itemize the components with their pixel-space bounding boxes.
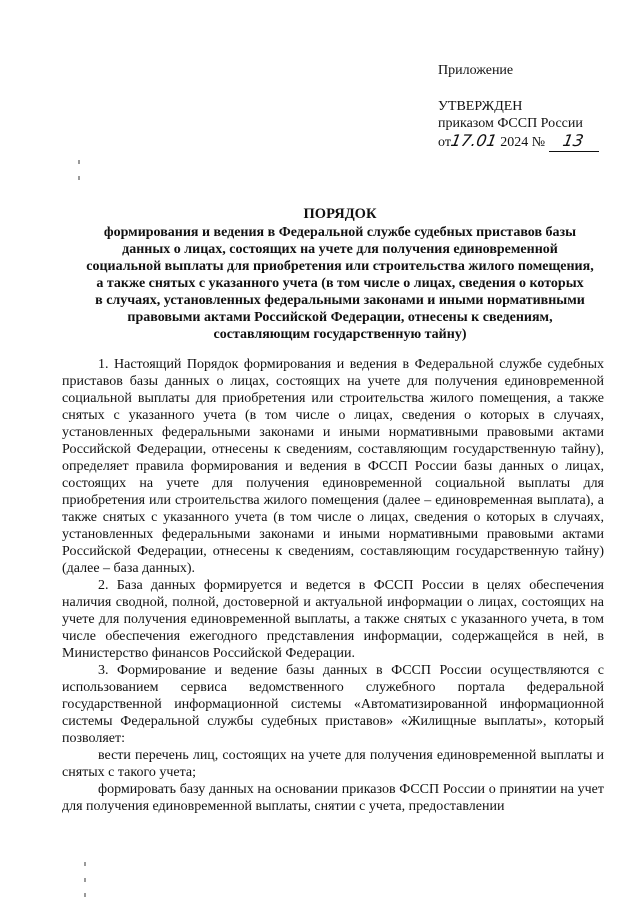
title-line: социальной выплаты для приобретения или строительства жилого помещения, — [86, 259, 594, 274]
scan-artifact — [84, 862, 86, 866]
scan-artifact — [78, 160, 80, 164]
scan-artifact — [84, 878, 86, 882]
approval-block — [438, 62, 628, 152]
paragraph-3-item-1: вести перечень лиц, состоящих на учете для получения единовременной выплаты и снятых с такого учета; — [62, 748, 604, 780]
order-year: 2024 — [500, 135, 529, 150]
from-prefix: от — [438, 135, 451, 150]
number-prefix: № — [531, 135, 546, 150]
title-line: составляющим государственную тайну) — [213, 327, 467, 342]
paragraph-2: 2. База данных формируется и ведется в ФССП России в целях обеспечения наличия сводной, полной, достоверной и актуальной информации о лицах, состоящих на учете для получения единовременной выплаты, а также снятых с указанного учета, в том числе обеспечения ежегодного представления информации, содержащейся в ней, в Министерство финансов Российской Федерации. — [62, 578, 604, 661]
title-line: данных о лицах, состоящих на учете для получения единовременной — [122, 242, 558, 257]
appendix-label: Приложение — [438, 63, 514, 78]
paragraph-1: 1. Настоящий Порядок формирования и ведения в Федеральной службе судебных приставов базы данных о лицах, состоящих на учете для получения единовременной социальной выплаты для приобретения или строительства жилого помещения, а также снятых с указанного учета (в том числе о лицах, сведения о которых в случаях, установленных федеральными законами и иными нормативными правовыми актами Российской Федерации, отнесены к сведениям, составляющим государственную тайну), определяет правила формирования и ведения в ФССП России базы данных о лицах, состоящих на учете для получения единовременной социальной выплаты для приобретения или строительства жилого помещения (далее – единовременная выплата), а также снятых с указанного учета (в том числе о лицах, сведения о которых в случаях, установленных федеральными законами и иными нормативными правовыми актами Российской Федерации, отнесены к сведениям, составляющим государственную тайну) (далее – база данных). — [62, 357, 604, 576]
paragraph-3: 3. Формирование и ведение базы данных в ФССП России осуществляются с использованием сервиса ведомственного служебного портала федеральной государственной информационной системы «Автоматизированной информационной системы Федеральной службы судебных приставов» «Жилищные выплаты», который позволяет: — [62, 663, 604, 746]
title-line: а также снятых с указанного учета (в том числе о лицах, сведения о которых — [96, 276, 584, 291]
order-reference: приказом ФССП России — [438, 116, 583, 131]
order-date-line — [438, 132, 628, 152]
title-line: в случаях, установленных федеральными законами и иными нормативными — [95, 293, 585, 308]
scan-artifact — [84, 893, 86, 897]
document-title — [70, 206, 610, 343]
document-body — [62, 356, 604, 815]
title-line: формирования и ведения в Федеральной службе судебных приставов базы — [103, 225, 577, 240]
approved-label: УТВЕРЖДЕН — [438, 99, 523, 114]
handwritten-number: 13 — [561, 131, 586, 150]
scan-artifact — [78, 176, 80, 180]
handwritten-date: 17.01 — [449, 131, 499, 150]
paragraph-3-item-2: формировать базу данных на основании приказов ФССП России о принятии на учет для получения единовременной выплаты, снятии с учета, предоставлении — [62, 782, 604, 814]
title-heading: ПОРЯДОК — [303, 206, 377, 222]
title-line: правовыми актами Российской Федерации, отнесены к сведениям, — [127, 310, 553, 325]
